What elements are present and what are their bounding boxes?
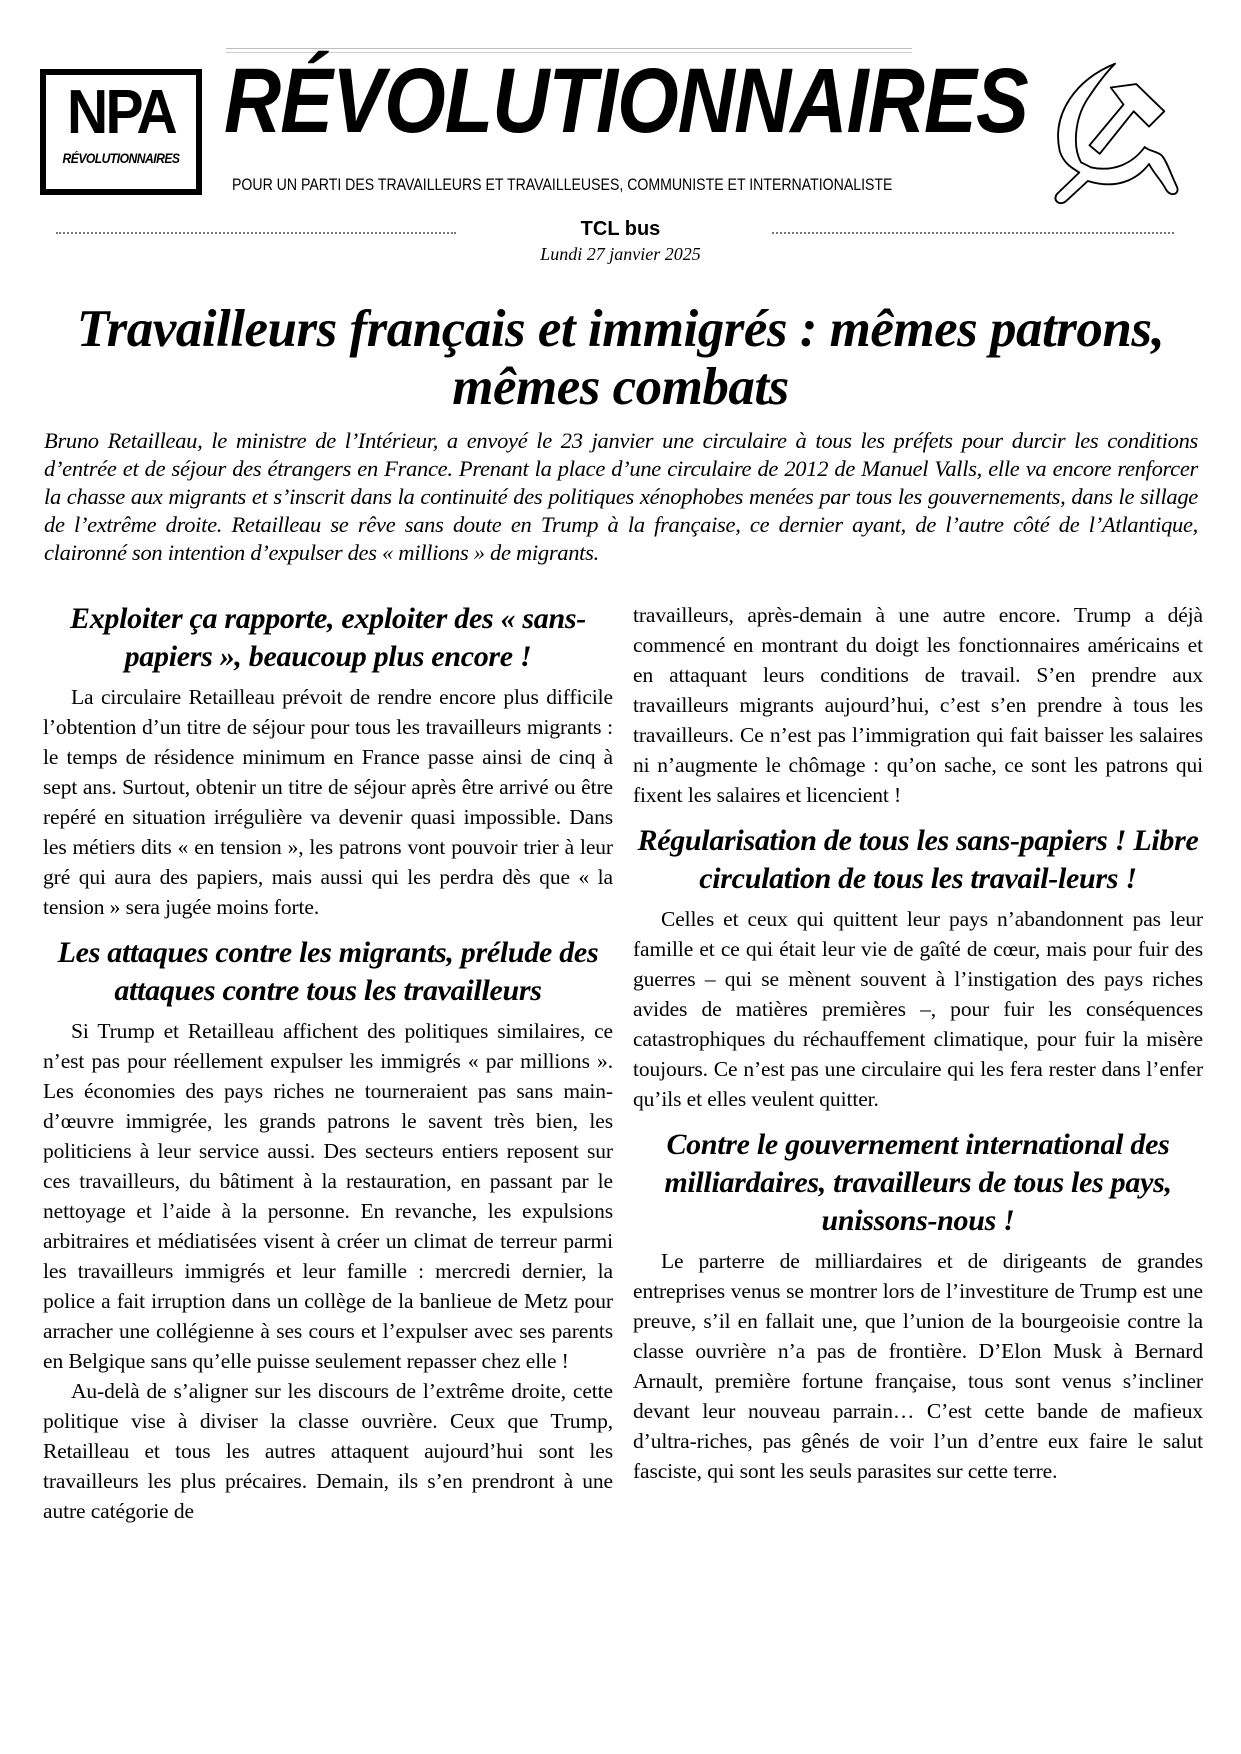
section-heading: Contre le gouvernement international des milliardaires, travailleurs de tous les pays, unissons-nous ! — [664, 1128, 1172, 1237]
section-heading: Les attaques contre les migrants, prélude des attaques contre tous les travailleurs — [57, 936, 599, 1007]
logo-npa-text: NPA — [67, 78, 175, 147]
article-headline: Travailleurs français et immigrés : mêmes patrons, mêmes combats — [76, 299, 1165, 416]
hammer-and-sickle-icon — [1030, 50, 1200, 210]
section-paragraph: La circulaire Retailleau prévoit de rendre encore plus difficile l’obtention d’un titre de séjour pour tous les travailleurs migrants : le temps de résidence minimum en France passe ainsi de cinq à sept ans. Surtout, obtenir un titre de séjour après être arrivé ou être repéré en situation irrégulière va devenir quasi impossible. Dans les métiers dits « en tension », les patrons vont pouvoir trier à leur gré qui aura des papiers, mais aussi qui les perdra dès que « la tension » sera jugée moins forte. — [43, 685, 613, 919]
logo-subtitle: RÉVOLUTIONNAIRES — [62, 151, 180, 166]
article-chapeau: Bruno Retailleau, le ministre de l’Intérieur, a envoyé le 23 janvier une circulaire à tous les préfets pour durcir les conditions d’entrée et de séjour des étrangers en France. Prenant la place d’une circulaire de 2012 de Manuel Valls, elle va encore renforcer la chasse aux migrants et s’inscrit dans la continuité des politiques xénophobes menées par tous les gouvernements, dans le sillage de l’extrême droite. Retailleau se rêve sans doute en Trump à la française, ce dernier ayant, de l’autre côté de l’Atlantique, claironné son intention d’expulser des « millions » de migrants. — [44, 427, 1198, 565]
edition-label: TCL bus — [580, 218, 661, 240]
section-paragraph-continued: travailleurs, après-demain à une autre encore. Trump a déjà commencé en montrant du doigt les fonctionnaires américains et en attaquant leurs conditions de travail. S’en prendre aux travailleurs migrants aujourd’hui, c’est s’en prendre à tous les travailleurs. Ce n’est pas l’immigration qui fait baisser les salaires ni n’augmente le chômage : qu’on sache, ce sont les patrons qui fixent les salaires et licencient ! — [633, 603, 1203, 807]
section-paragraph: Au-delà de s’aligner sur les discours de l’extrême droite, cette politique vise à diviser la classe ouvrière. Ceux que Trump, Retailleau et tous les autres attaquent aujourd’hui sont les travailleurs les plus précaires. Demain, ils s’en prendront à une autre catégorie de — [43, 1379, 613, 1523]
section-heading: Régularisation de tous les sans-papiers ! Libre circulation de tous les travail-leurs ! — [637, 824, 1199, 895]
section-paragraph: Le parterre de milliardaires et de dirigeants de grandes entreprises venus se montrer lors de l’investiture de Trump est une preuve, s’il en fallait une, que l’union de la bourgeoisie contre la classe ouvrière n’a pas de frontière. D’Elon Musk à Bernard Arnault, première fortune française, tous sont venus s’incliner devant leur nouveau parrain… C’est cette bande de mafieux d’ultra-riches, pas gênés de voir l’un d’entre eux faire le salut fasciste, qui sont les seuls parasites sur cette terre. — [633, 1249, 1203, 1483]
masthead-title: RÉVOLUTIONNAIRES — [224, 50, 1028, 152]
npa-logo — [40, 69, 202, 195]
masthead-subtitle: POUR UN PARTI DES TRAVAILLEURS ET TRAVAILLEUSES, COMMUNISTE ET INTERNATIONALISTE — [232, 175, 893, 194]
column-right — [633, 600, 1203, 1486]
section-paragraph: Celles et ceux qui quittent leur pays n’abandonnent pas leur famille et ce qui était leur vie de gaîté de cœur, mais pour fuir des guerres – qui se mènent souvent à l’instigation des pays riches avides de matières premières –, pour fuir les conséquences catastrophiques du réchauffement climatique, pour fuir la misère toujours. Ce n’est pas une circulaire qui les fera rester dans l’enfer qu’ils et elles veulent quitter. — [633, 907, 1203, 1111]
section-paragraph: Si Trump et Retailleau affichent des politiques similaires, ce n’est pas pour réellement expulser les immigrés « par millions ». Les économies des pays riches ne tourneraient pas sans main-d’œuvre immigrée, les grands patrons le savent très bien, les politiciens à leur service aussi. Des secteurs entiers reposent sur ces travailleurs, du bâtiment à la restauration, en passant par le nettoyage et l’aide à la personne. En revanche, les expulsions arbitraires et médiatisées visent à créer un climat de terreur parmi les travailleurs immigrés et leur famille : mercredi dernier, la police a fait irruption dans un collège de la banlieue de Metz pour arracher une collégienne à ses cours et l’expulser avec ses parents en Belgique sans qu’elle puisse seulement repasser chez elle ! — [43, 1019, 613, 1373]
section-heading: Exploiter ça rapporte, exploiter des « sans-papiers », beaucoup plus encore ! — [70, 602, 586, 673]
issue-date: Lundi 27 janvier 2025 — [540, 244, 701, 264]
column-left — [43, 600, 613, 1526]
